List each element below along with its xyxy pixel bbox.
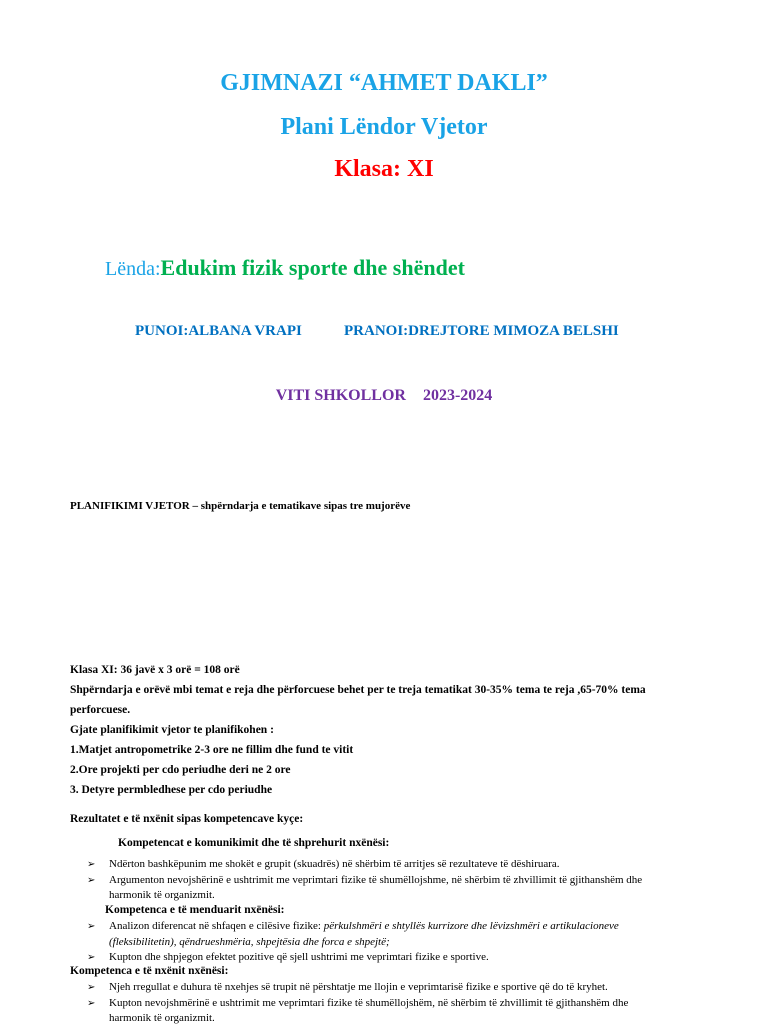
- list-item: ➢ Kupton nevojshmërinë e ushtrimit me veprimtari fizike të shumëllojshëm, në shërbim të zhvillimit të gjithanshëm dhe harmonik të organizmit.: [87, 996, 629, 1024]
- subject-line: [105, 255, 465, 281]
- subject-label: Lënda:: [105, 258, 161, 280]
- results-title: Rezultatet e të nxënit sipas kompetencave kyçe:: [70, 813, 304, 825]
- class-label: Klasa: XI: [334, 156, 434, 182]
- document-title: Plani Lëndor Vjetor: [280, 114, 488, 140]
- planning-details: [70, 660, 670, 800]
- school-name: GJIMNAZI “AHMET DAKLI”: [220, 70, 548, 96]
- school-year: [0, 387, 768, 405]
- distribution-line: Shpërndarja e orëvë mbi temat e reja dhe përforcuese behet per te treja tematikat 30-35% tema te reja ,65-70% tema perforcuese.: [70, 684, 646, 716]
- arrow-bullet-icon: ➢: [87, 859, 96, 870]
- list-item: ➢ Njeh rregullat e duhura të nxehjes së trupit në përshtatje me llojin e veprimtarisë fizike e sportive që do të kryhet.: [87, 980, 667, 996]
- arrow-bullet-icon: ➢: [87, 997, 96, 1009]
- list-item: ➢ Argumenton nevojshërinë e ushtrimit me veprimtari fizike të shumëllojshme, në shërbim të zhvillimit të gjithanshëm dhe harmonik të organizmit.: [87, 873, 643, 901]
- list-item: ➢ Ndërton bashkëpunim me shokët e grupit (skuadrës) në shërbim të arritjes së rezultateve të dëshiruara.: [87, 857, 687, 873]
- list-item: ➢ Kupton dhe shpjegon efektet pozitive që sjell ushtrimi me veprimtari fizike e sportive.: [87, 950, 667, 966]
- planned-item-3: 3. Detyre permbledhese per cdo periudhe: [70, 784, 273, 796]
- planning-title: PLANIFIKIMI VJETOR – shpërndarja e tematikave sipas tre mujorëve: [70, 500, 411, 512]
- prepared-by: PUNOI:ALBANA VRAPI: [135, 323, 302, 339]
- learning-list: [87, 980, 667, 1027]
- arrow-bullet-icon: ➢: [87, 921, 96, 932]
- school-year-value: 2023-2024: [422, 387, 493, 404]
- arrow-bullet-icon: ➢: [87, 952, 96, 963]
- school-year-label: VITI SHKOLLOR: [275, 387, 406, 404]
- arrow-bullet-icon: ➢: [87, 874, 96, 886]
- thinking-list: [87, 919, 667, 966]
- planned-intro: Gjate planifikimit vjetor te planifikohen :: [70, 724, 274, 736]
- approved-by: PRANOI:DREJTORE MIMOZA BELSHI: [344, 323, 619, 339]
- subject-value: Edukim fizik sporte dhe shëndet: [160, 255, 465, 280]
- hours-line: Klasa XI: 36 javë x 3 orë = 108 orë: [70, 664, 240, 676]
- learning-competence-title: Kompetenca e të nxënit nxënësi:: [70, 965, 229, 977]
- planned-item-1: 1.Matjet antropometrike 2-3 ore ne fillim dhe fund te vitit: [70, 744, 354, 756]
- planned-item-2: 2.Ore projekti per cdo periudhe deri ne 2 ore: [70, 764, 291, 776]
- communication-competence-title: Kompetencat e komunikimit dhe të shprehurit nxënësi:: [118, 837, 390, 849]
- arrow-bullet-icon: ➢: [87, 982, 96, 993]
- thinking-competence-title: Kompetenca e të menduarit nxënësi:: [105, 904, 285, 916]
- communication-list: [87, 857, 687, 904]
- list-item: ➢ Analizon diferencat në shfaqen e cilësive fizike: përkulshmëri e shtyllës kurrizore dhe lëvizshmëri e artikulacioneve (fleksibilitetin), qëndrueshmëria, shpejtësia dhe forca e shpejtë;: [87, 920, 619, 948]
